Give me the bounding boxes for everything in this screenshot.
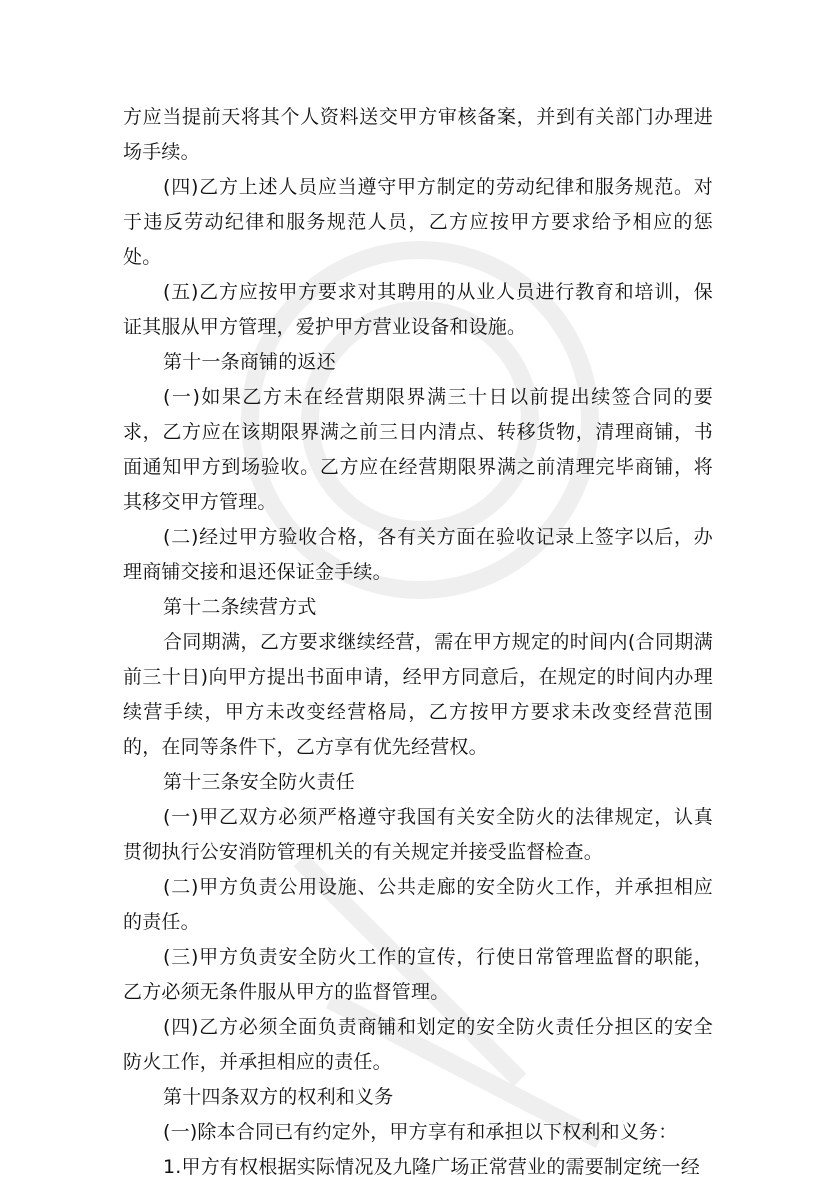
paragraph: (五)乙方应按甲方要求对其聘用的从业人员进行教育和培训，保证其服从甲方管理，爱护甲方营业设备和设施。 [123, 281, 713, 338]
paragraph: (四)乙方必须全面负责商铺和划定的安全防火责任分担区的安全防火工作，并承担相应的责任。 [123, 1016, 713, 1073]
paragraph: (一)如果乙方未在经营期限界满三十日以前提出续签合同的要求，乙方应在该期限界满之前三日内清点、转移货物，清理商铺，书面通知甲方到场验收。乙方应在经营期限界满之前清理完毕商铺，将其移交甲方管理。 [123, 386, 713, 513]
paragraph: (一)除本合同已有约定外，甲方享有和承担以下权利和义务： [163, 1121, 678, 1143]
section-heading: 第十一条商铺的返还 [163, 351, 336, 373]
paragraph: (二)经过甲方验收合格，各有关方面在验收记录上签字以后，办理商铺交接和退还保证金手续。 [123, 526, 713, 583]
section-heading: 第十四条双方的权利和义务 [163, 1086, 394, 1108]
section-heading: 第十二条续营方式 [163, 596, 317, 618]
paragraph: 合同期满，乙方要求继续经营，需在甲方规定的时间内(合同期满前三十日)向甲方提出书面申请，经甲方同意后，在规定的时间内办理续营手续，甲方未改变经营格局，乙方按甲方要求未改变经营范围的，在同等条件下，乙方享有优先经营权。 [123, 631, 713, 758]
paragraph: 方应当提前天将其个人资料送交甲方审核备案，并到有关部门办理进场手续。 [123, 106, 713, 163]
contract-text [123, 100, 713, 1185]
paragraph: (二)甲方负责公用设施、公共走廊的安全防火工作，并承担相应的责任。 [123, 876, 713, 933]
paragraph: (一)甲乙双方必须严格遵守我国有关安全防火的法律规定，认真贯彻执行公安消防管理机关的有关规定并接受监督检查。 [123, 806, 713, 863]
paragraph: (四)乙方上述人员应当遵守甲方制定的劳动纪律和服务规范。对于违反劳动纪律和服务规范人员，乙方应按甲方要求给予相应的惩处。 [123, 176, 713, 268]
paragraph: (三)甲方负责安全防火工作的宣传，行使日常管理监督的职能，乙方必须无条件服从甲方的监督管理。 [123, 946, 713, 1003]
section-heading: 第十三条安全防火责任 [163, 771, 356, 793]
paragraph: 1.甲方有权根据实际情况及九隆广场正常营业的需要制定统一经 [163, 1156, 700, 1178]
